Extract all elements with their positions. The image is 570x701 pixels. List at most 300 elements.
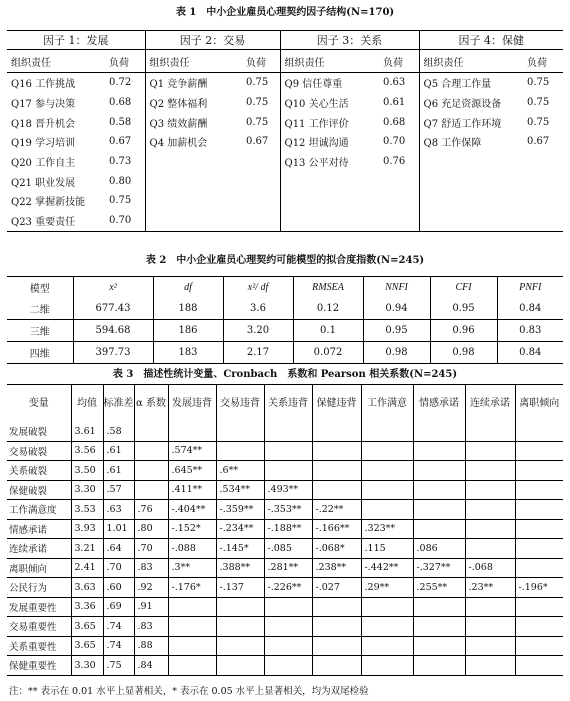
data-cell: .76 [134,500,168,520]
data-cell [413,597,465,617]
item-cell: Q9 信任尊重 [280,73,379,93]
loading-cell: 0.75 [246,116,269,128]
item-cell [145,191,242,211]
data-cell: .411** [168,480,216,500]
data-cell: 3.30 [71,656,103,676]
data-cell: 3.36 [71,597,103,617]
loading-cell [523,152,563,172]
data-cell [312,617,361,637]
data-cell [264,597,312,617]
data-cell: -.088 [168,539,216,559]
group-header: 因子 2：交易 [145,31,280,50]
table-row [7,441,563,461]
item-cell [145,211,242,231]
column-header: 交易违背 [216,385,264,423]
table-row [7,558,563,578]
data-cell [515,441,563,461]
data-cell: 三维 [7,320,73,342]
data-cell: -.166** [312,519,361,539]
data-cell: .70 [103,558,134,578]
data-cell [168,636,216,656]
item-cell: Q23 重要责任 [11,217,76,229]
data-cell [465,422,515,441]
table-row [7,132,563,152]
data-cell: 0.1 [293,320,363,342]
data-cell: .323** [361,519,413,539]
variable-cell: 交易破裂 [7,441,71,461]
data-cell: .61 [103,461,134,481]
column-header: PNFI [497,277,563,299]
item-cell: Q16 工作挑战 [11,79,76,91]
variable-cell: 关系重要性 [7,636,71,656]
data-cell: .88 [134,636,168,656]
column-header: 情感承诺 [413,385,465,423]
column-header: 组织责任 [280,50,379,73]
data-cell: -.176* [168,578,216,598]
data-cell: .69 [103,597,134,617]
variable-cell: 离职倾向 [7,558,71,578]
data-cell: -.068* [312,539,361,559]
data-cell: .74 [103,617,134,637]
variable-cell: 公民行为 [7,578,71,598]
data-cell: .29** [361,578,413,598]
data-cell: 0.12 [293,298,363,320]
data-cell: 0.98 [363,342,430,364]
column-header: x² [73,277,153,299]
data-cell [413,461,465,481]
data-cell: 397.73 [73,342,153,364]
item-cell: Q5 合理工作量 [419,73,523,93]
data-cell [216,597,264,617]
table1-caption: 表 1 中小企业雇员心理契约因子结构(N=170) [175,7,395,18]
loading-cell: 0.58 [109,116,132,128]
data-cell [264,461,312,481]
data-cell [168,617,216,637]
loading-cell: 0.67 [527,136,550,148]
item-cell: Q12 坦诚沟通 [280,132,379,152]
variable-cell: 情感承诺 [7,519,71,539]
group-header: 因子 3：关系 [280,31,419,50]
data-cell: -.085 [264,539,312,559]
data-cell [515,480,563,500]
data-cell: 3.6 [223,298,293,320]
item-cell: Q1 竞争薪酬 [145,73,242,93]
variable-cell: 保健破裂 [7,480,71,500]
item-cell: Q13 公平对待 [280,152,379,172]
data-cell: 四维 [29,349,50,360]
data-cell [413,519,465,539]
data-cell: .64 [103,539,134,559]
data-cell [312,422,361,441]
data-cell [134,441,168,461]
item-cell: Q8 工作保障 [419,132,523,152]
item-cell: Q19 学习培训 [11,138,76,150]
data-cell: -.442** [361,558,413,578]
column-header: 保健违背 [312,385,361,423]
data-cell [465,519,515,539]
data-cell [515,636,563,656]
data-cell: .74 [103,636,134,656]
table-row [7,73,563,93]
data-cell [465,539,515,559]
loading-cell [242,191,280,211]
column-header: α 系数 [134,385,168,423]
data-cell: 3.65 [71,617,103,637]
data-cell: .57 [103,480,134,500]
loading-cell: 0.76 [383,156,406,168]
data-cell [216,656,264,676]
loading-cell [379,171,419,191]
data-cell: 3.53 [71,500,103,520]
item-cell: Q3 绩效薪酬 [145,112,242,132]
data-cell: .70 [134,539,168,559]
table-row [7,480,563,500]
table-row [7,171,563,191]
table-row [7,342,563,364]
data-cell: -.359** [216,500,264,520]
data-cell: 0.84 [497,342,563,364]
data-cell: 0.84 [497,298,563,320]
data-cell: 594.68 [73,320,153,342]
data-cell [413,422,465,441]
loading-cell: 0.70 [383,136,406,148]
data-cell: .6** [216,461,264,481]
data-cell [465,461,515,481]
loading-cell: 0.68 [383,116,406,128]
column-header: CFI [430,277,497,299]
loading-cell [242,171,280,191]
column-header: 负荷 [379,50,419,73]
loading-cell [523,171,563,191]
column-header: RMSEA [293,277,363,299]
data-cell [361,500,413,520]
table-row [7,519,563,539]
data-cell: 3.65 [71,636,103,656]
column-header: x²/ df [223,277,293,299]
data-cell [413,636,465,656]
column-header: 负荷 [523,50,563,73]
table2-caption: 表 2 中小企业雇员心理契约可能模型的拟合度指数(N=245) [145,255,425,266]
data-cell: 0.94 [363,298,430,320]
data-cell [413,441,465,461]
item-cell: Q11 工作评价 [280,112,379,132]
data-cell: .23** [465,578,515,598]
column-header: 组织责任 [145,50,242,73]
item-cell [280,211,379,231]
variable-cell: 保健重要性 [9,661,57,673]
data-cell: 3.56 [71,441,103,461]
data-cell [515,500,563,520]
data-cell [465,500,515,520]
loading-cell [523,211,563,231]
data-cell: .115 [361,539,413,559]
table-footnote: 注：** 表示在 0.01 水平上显著相关，* 表示在 0.05 水平上显著相关，均为双尾检验 [9,686,369,697]
data-cell [465,480,515,500]
column-header: 工作满意 [361,385,413,423]
data-cell [134,480,168,500]
data-cell [361,636,413,656]
data-cell: .281** [264,558,312,578]
data-cell [134,422,168,441]
loading-cell: 0.73 [109,156,132,168]
loading-cell: 0.75 [246,97,269,109]
data-cell [413,656,465,676]
group-header: 因子 4：保健 [419,31,563,50]
table-row [7,211,563,231]
data-cell [361,656,413,676]
data-cell: .58 [103,422,134,441]
item-cell: Q4 加薪机会 [145,132,242,152]
item-cell [280,171,379,191]
data-cell [264,441,312,461]
data-cell: .75 [103,656,134,676]
loading-cell: 0.70 [109,215,132,227]
data-cell: 0.072 [293,342,363,364]
data-cell: .3** [168,558,216,578]
data-cell [413,500,465,520]
data-cell [361,441,413,461]
data-cell: .645** [168,461,216,481]
data-cell: -.152* [168,519,216,539]
data-cell [361,480,413,500]
loading-cell [379,191,419,211]
data-cell: 0.83 [497,320,563,342]
variable-cell: 关系破裂 [7,461,71,481]
data-cell [465,636,515,656]
data-cell [361,617,413,637]
data-cell: .388** [216,558,264,578]
data-cell: 1.01 [103,519,134,539]
table-row [7,461,563,481]
item-cell [419,211,523,231]
column-header: 关系违背 [264,385,312,423]
data-cell [216,441,264,461]
data-cell: .83 [134,617,168,637]
data-cell: 2.17 [223,342,293,364]
column-header: 组织责任 [419,50,523,73]
data-cell: .086 [413,539,465,559]
data-cell: .534** [216,480,264,500]
column-header: 标准差 [103,385,134,423]
table-row [7,112,563,132]
data-cell [168,656,216,676]
correlation-table [7,384,563,676]
column-header: 连续承诺 [465,385,515,423]
data-cell [465,441,515,461]
data-cell: 0.95 [363,320,430,342]
group-header: 因子 1：发展 [7,31,145,50]
data-cell: .493** [264,480,312,500]
column-header: NNFI [363,277,430,299]
item-cell [280,191,379,211]
loading-cell [523,191,563,211]
column-header: 负荷 [105,50,145,73]
data-cell: 2.41 [71,558,103,578]
data-cell [465,617,515,637]
data-cell [216,636,264,656]
item-cell: Q6 充足资源设备 [419,93,523,113]
table-row [7,191,563,211]
data-cell: -.137 [216,578,264,598]
data-cell [312,461,361,481]
item-cell [145,171,242,191]
data-cell: -.145* [216,539,264,559]
item-cell [419,191,523,211]
column-header: 变量 [28,398,49,409]
data-cell [361,597,413,617]
data-cell: .255** [413,578,465,598]
data-cell: -.234** [216,519,264,539]
data-cell [515,656,563,676]
item-cell: Q18 晋升机会 [11,118,76,130]
column-header: df [153,277,223,299]
data-cell: .84 [134,656,168,676]
data-cell: -.027 [312,578,361,598]
loading-cell: 0.75 [527,77,550,89]
loading-cell [242,211,280,231]
variable-cell: 发展重要性 [7,597,71,617]
table-row [7,617,563,637]
factor-structure-table [7,30,563,232]
fit-index-table [7,276,563,364]
data-cell [515,539,563,559]
data-cell [515,617,563,637]
table-row [7,500,563,520]
data-cell [134,461,168,481]
column-header: 离职倾向 [515,385,563,423]
data-cell: -.188** [264,519,312,539]
data-cell: 二维 [7,298,73,320]
data-cell: 677.43 [73,298,153,320]
column-header: 组织责任 [7,50,105,73]
loading-cell [242,152,280,172]
data-cell: .574** [168,441,216,461]
item-cell: Q20 工作自主 [11,158,76,170]
loading-cell: 0.75 [527,97,550,109]
data-cell [515,461,563,481]
data-cell [312,480,361,500]
table-row [7,422,563,441]
data-cell [264,656,312,676]
data-cell: 186 [153,320,223,342]
data-cell [312,441,361,461]
variable-cell: 交易重要性 [7,617,71,637]
loading-cell: 0.80 [109,175,132,187]
item-cell: Q2 整体福利 [145,93,242,113]
data-cell [312,597,361,617]
loading-cell: 0.75 [246,77,269,89]
variable-cell: 发展破裂 [7,422,71,441]
data-cell: -.353** [264,500,312,520]
data-cell: 0.96 [430,320,497,342]
data-cell: -.226** [264,578,312,598]
data-cell: 183 [153,342,223,364]
item-cell [419,152,523,172]
data-cell: 188 [153,298,223,320]
loading-cell: 0.67 [246,136,269,148]
data-cell [413,617,465,637]
data-cell: 3.93 [71,519,103,539]
data-cell [168,597,216,617]
loading-cell: 0.72 [109,77,132,89]
data-cell: 3.20 [223,320,293,342]
data-cell [515,558,563,578]
data-cell: 3.30 [71,480,103,500]
data-cell [465,656,515,676]
item-cell: Q21 职业发展 [11,177,76,189]
data-cell [216,617,264,637]
data-cell: .80 [134,519,168,539]
data-cell [465,597,515,617]
data-cell [361,461,413,481]
variable-cell: 工作满意度 [7,500,71,520]
data-cell: .63 [103,500,134,520]
column-header: 模型 [29,284,50,295]
data-cell [264,422,312,441]
data-cell: -.068 [465,558,515,578]
loading-cell: 0.67 [109,136,132,148]
data-cell: -.22** [312,500,361,520]
data-cell: .238** [312,558,361,578]
item-cell [419,171,523,191]
data-cell: 0.95 [430,298,497,320]
item-cell: Q7 舒适工作环境 [419,112,523,132]
data-cell [413,480,465,500]
table3-caption: 表 3 描述性统计变量、Cronbach 系数和 Pearson 相关系数(N=245) [112,369,458,380]
data-cell: -.196* [515,578,563,598]
data-cell [515,422,563,441]
data-cell: 3.63 [71,578,103,598]
data-cell [515,597,563,617]
data-cell: 3.50 [71,461,103,481]
data-cell: -.327** [413,558,465,578]
column-header: 发展违背 [168,385,216,423]
data-cell: .83 [134,558,168,578]
loading-cell: 0.75 [527,116,550,128]
data-cell [361,422,413,441]
variable-cell: 连续承诺 [7,539,71,559]
data-cell: .91 [134,597,168,617]
table-row [7,152,563,172]
data-cell: .60 [103,578,134,598]
data-cell [515,519,563,539]
table-row [7,298,563,320]
data-cell: -.404** [168,500,216,520]
data-cell: .92 [134,578,168,598]
loading-cell [379,211,419,231]
item-cell: Q22 掌握新技能 [11,197,86,209]
loading-cell: 0.61 [383,97,406,109]
table-row [7,320,563,342]
item-cell [145,152,242,172]
data-cell [264,636,312,656]
table-row [7,539,563,559]
data-cell: 0.98 [430,342,497,364]
item-cell: Q10 关心生活 [280,93,379,113]
data-cell [168,422,216,441]
table-row [7,597,563,617]
data-cell [216,422,264,441]
loading-cell: 0.75 [109,195,132,207]
table-row [7,93,563,113]
loading-cell: 0.63 [383,77,406,89]
data-cell: 3.21 [71,539,103,559]
column-header: 均值 [71,385,103,423]
loading-cell: 0.68 [109,97,132,109]
table-row [7,578,563,598]
table-row [7,636,563,656]
data-cell: 3.61 [71,422,103,441]
